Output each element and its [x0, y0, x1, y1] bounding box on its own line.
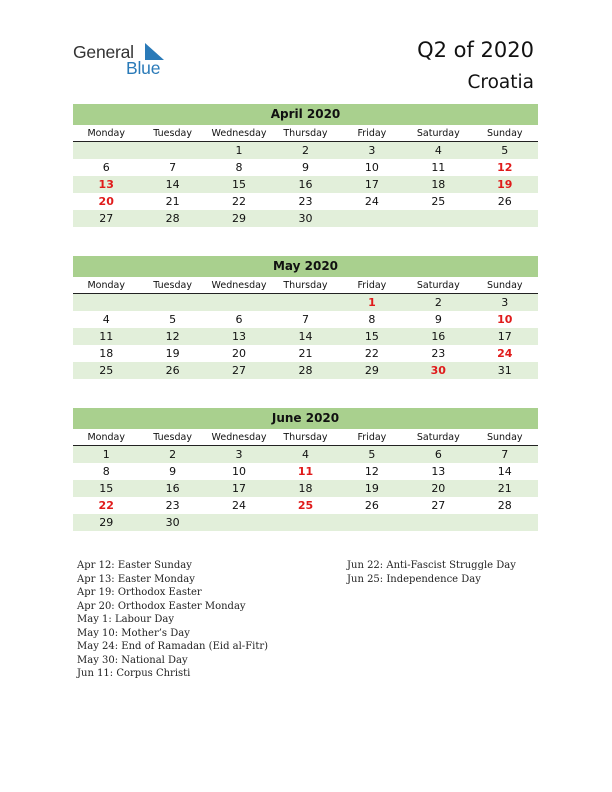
date-cell [405, 514, 471, 531]
date-cell: 11 [431, 161, 446, 174]
date-cell: 26 [497, 195, 512, 208]
date-cell: 8 [235, 161, 243, 174]
date-cell: 26 [165, 364, 180, 377]
weekday-label: Saturday [416, 432, 460, 443]
date-cell [139, 294, 205, 311]
logo-word-blue: Blue [126, 58, 161, 78]
date-cell: 21 [165, 195, 180, 208]
week-row [73, 210, 538, 227]
date-cell: 18 [431, 178, 446, 191]
date-cell: 16 [165, 482, 180, 495]
weekday-label: Sunday [486, 432, 523, 443]
weekday-label: Monday [87, 128, 125, 139]
weekday-label: Saturday [416, 128, 460, 139]
week-row [73, 159, 538, 176]
date-cell: 13 [232, 330, 247, 343]
date-cell: 27 [431, 499, 446, 512]
date-cell: 14 [497, 465, 512, 478]
date-cell: 23 [431, 347, 446, 360]
holiday-date-cell: 10 [497, 313, 513, 326]
holiday-entry: Apr 19: Orthodox Easter [77, 587, 202, 598]
date-cell: 29 [99, 516, 114, 529]
date-cell: 11 [99, 330, 114, 343]
weekday-label: Wednesday [211, 432, 267, 443]
date-cell [405, 210, 471, 227]
holiday-entry: Apr 13: Easter Monday [77, 573, 195, 585]
date-cell: 7 [301, 313, 309, 326]
date-cell: 15 [364, 330, 379, 343]
date-cell [206, 294, 272, 311]
date-cell: 14 [165, 178, 180, 191]
date-cell: 3 [368, 144, 376, 157]
date-cell: 12 [165, 330, 180, 343]
date-cell [206, 514, 272, 531]
weekday-label: Saturday [416, 280, 460, 291]
date-cell: 29 [232, 212, 247, 225]
date-cell: 28 [165, 212, 180, 225]
month-title: April 2020 [73, 104, 538, 125]
month-calendar-april [73, 104, 538, 227]
date-cell: 5 [501, 144, 509, 157]
weekday-header-row [73, 277, 538, 294]
weekday-label: Monday [87, 432, 125, 443]
date-cell: 30 [165, 516, 180, 529]
week-row [73, 311, 538, 328]
weekday-label: Thursday [283, 128, 328, 139]
holiday-entry: May 1: Labour Day [77, 614, 174, 625]
date-cell: 8 [368, 313, 376, 326]
week-row [73, 463, 538, 480]
holiday-date-cell: 22 [98, 499, 114, 512]
date-cell: 27 [232, 364, 247, 377]
weekday-label: Thursday [283, 280, 328, 291]
weekday-label: Friday [357, 432, 387, 443]
date-cell: 4 [434, 144, 442, 157]
date-cell [73, 294, 139, 311]
date-cell: 10 [364, 161, 379, 174]
country-name: Croatia [467, 72, 534, 93]
holiday-date-cell: 25 [297, 499, 314, 512]
holiday-date-cell: 11 [297, 465, 314, 478]
date-cell: 23 [165, 499, 180, 512]
date-cell [339, 514, 405, 531]
date-cell: 21 [497, 482, 512, 495]
weekday-label: Monday [87, 280, 125, 291]
holiday-entry: Jun 22: Anti-Fascist Struggle Day [347, 560, 516, 571]
weekday-label: Thursday [283, 432, 328, 443]
week-row [73, 497, 538, 514]
weekday-label: Sunday [486, 128, 523, 139]
date-cell: 17 [364, 178, 379, 191]
week-row [73, 514, 538, 531]
date-cell: 24 [232, 499, 247, 512]
holiday-list-right [347, 559, 516, 586]
date-cell: 7 [169, 161, 177, 174]
holiday-date-cell: 19 [497, 178, 513, 191]
week-row [73, 176, 538, 193]
holiday-date-cell: 20 [98, 195, 114, 208]
date-cell [272, 514, 338, 531]
date-cell [272, 294, 338, 311]
date-cell: 1 [235, 144, 243, 157]
week-row [73, 446, 538, 463]
week-row [73, 362, 538, 379]
date-cell [339, 210, 405, 227]
date-cell: 28 [497, 499, 512, 512]
brand-logo [73, 42, 183, 78]
weekday-header-row [73, 125, 538, 142]
date-cell: 28 [298, 364, 313, 377]
weekday-label: Friday [357, 128, 387, 139]
date-cell: 3 [235, 448, 243, 461]
month-calendar-may [73, 256, 538, 379]
week-row [73, 142, 538, 159]
date-cell: 2 [301, 144, 309, 157]
weekday-label: Tuesday [153, 280, 192, 291]
date-cell: 31 [497, 364, 512, 377]
logo-word-general: General [73, 42, 134, 62]
weekday-label: Wednesday [211, 128, 267, 139]
date-cell: 8 [102, 465, 110, 478]
holiday-date-cell: 12 [497, 161, 513, 174]
date-cell: 2 [169, 448, 177, 461]
holiday-entry: May 24: End of Ramadan (Eid al-Fitr) [77, 641, 269, 652]
date-cell: 2 [434, 296, 442, 309]
date-cell: 26 [364, 499, 379, 512]
week-row [73, 328, 538, 345]
date-cell: 25 [431, 195, 446, 208]
date-cell: 15 [99, 482, 114, 495]
date-cell [472, 514, 538, 531]
date-cell: 18 [99, 347, 114, 360]
date-cell: 20 [232, 347, 247, 360]
date-cell [73, 142, 139, 159]
date-cell: 4 [301, 448, 309, 461]
date-cell: 29 [364, 364, 379, 377]
date-cell: 19 [165, 347, 180, 360]
holiday-entry: Apr 20: Orthodox Easter Monday [77, 600, 246, 612]
weekday-label: Friday [357, 280, 387, 291]
date-cell: 24 [364, 195, 379, 208]
weekday-label: Wednesday [211, 280, 267, 291]
weekday-label: Sunday [486, 280, 523, 291]
date-cell: 23 [298, 195, 313, 208]
date-cell: 3 [501, 296, 509, 309]
holiday-date-cell: 13 [98, 178, 114, 191]
date-cell: 5 [368, 448, 376, 461]
date-cell: 9 [169, 465, 177, 478]
date-cell: 25 [99, 364, 114, 377]
holiday-date-cell: 24 [497, 347, 513, 360]
date-cell: 27 [99, 212, 114, 225]
date-cell: 6 [434, 448, 442, 461]
week-row [73, 294, 538, 311]
holiday-entry: May 10: Mother’s Day [77, 627, 190, 639]
date-cell: 1 [102, 448, 110, 461]
month-title: June 2020 [73, 408, 538, 429]
date-cell: 13 [431, 465, 446, 478]
holiday-date-cell: 1 [368, 296, 376, 309]
holiday-list-left [77, 559, 268, 681]
date-cell: 6 [235, 313, 243, 326]
date-cell: 16 [431, 330, 446, 343]
date-cell: 4 [102, 313, 110, 326]
date-cell: 20 [431, 482, 446, 495]
week-row [73, 193, 538, 210]
holiday-entry: Jun 25: Independence Day [347, 573, 481, 585]
page-title: Q2 of 2020 [417, 38, 534, 62]
date-cell: 15 [232, 178, 247, 191]
date-cell: 19 [364, 482, 379, 495]
date-cell: 17 [497, 330, 512, 343]
date-cell: 22 [232, 195, 247, 208]
date-cell: 17 [232, 482, 247, 495]
holiday-entry: Apr 12: Easter Sunday [77, 560, 192, 571]
holiday-date-cell: 30 [430, 364, 446, 377]
date-cell: 12 [364, 465, 379, 478]
month-title: May 2020 [73, 256, 538, 277]
date-cell: 30 [298, 212, 313, 225]
date-cell: 21 [298, 347, 313, 360]
date-cell: 9 [434, 313, 442, 326]
weekday-header-row [73, 429, 538, 446]
date-cell: 16 [298, 178, 313, 191]
holiday-entry: Jun 11: Corpus Christi [77, 668, 191, 679]
date-cell: 6 [102, 161, 110, 174]
holiday-entry: May 30: National Day [77, 654, 188, 666]
date-cell: 5 [169, 313, 177, 326]
week-row [73, 480, 538, 497]
weekday-label: Tuesday [153, 432, 192, 443]
date-cell: 10 [232, 465, 247, 478]
date-cell: 7 [501, 448, 509, 461]
date-cell: 14 [298, 330, 313, 343]
date-cell: 22 [364, 347, 379, 360]
weekday-label: Tuesday [153, 128, 192, 139]
month-calendar-june [73, 408, 538, 531]
date-cell [139, 142, 205, 159]
date-cell: 18 [298, 482, 313, 495]
date-cell: 9 [301, 161, 309, 174]
week-row [73, 345, 538, 362]
date-cell [472, 210, 538, 227]
